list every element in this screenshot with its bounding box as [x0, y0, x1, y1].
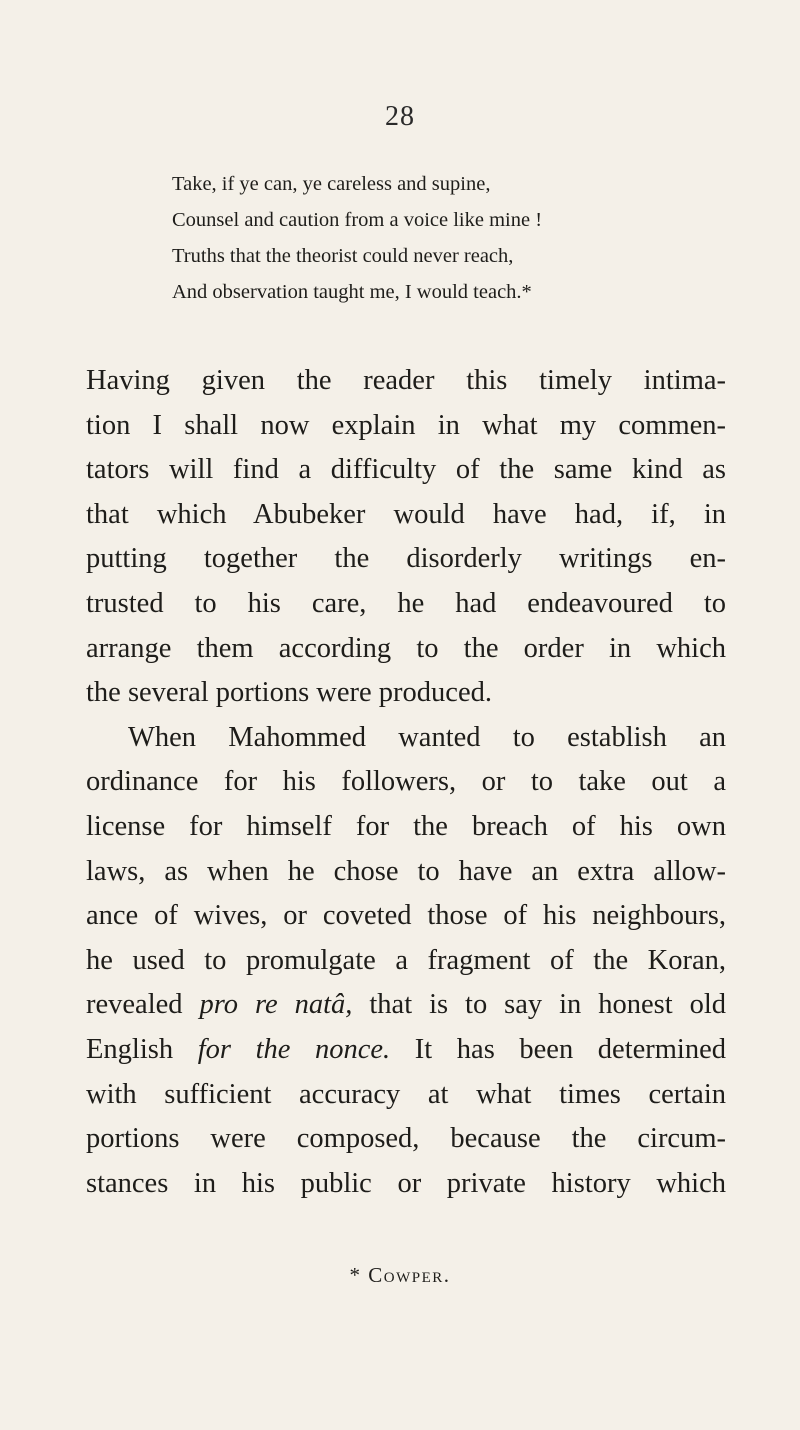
- text-line: Having given the reader this timely intima-: [86, 365, 726, 396]
- text-segment: English: [86, 1033, 174, 1065]
- text-line: tators will find a difficulty of the same kind as: [86, 454, 726, 486]
- text-line: the several portions were produced.: [86, 677, 492, 709]
- text-segment: that is to say in honest old: [369, 989, 727, 1021]
- verse-line: Truths that the theorist could never reach,: [172, 245, 514, 267]
- text-line: [86, 1028, 726, 1073]
- page-number: 28: [385, 101, 415, 132]
- verse-line: And observation taught me, I would teach.*: [172, 281, 532, 303]
- italic-phrase: for the nonce.: [197, 1033, 391, 1065]
- body-text: [86, 359, 726, 1206]
- latin-phrase: pro re natâ,: [199, 989, 353, 1021]
- text-line: ordinance for his followers, or to take out a: [86, 766, 726, 798]
- text-line: arrange them according to the order in which: [86, 632, 726, 664]
- footnote-marker: *: [349, 1263, 362, 1287]
- text-line: that which Abubeker would have had, if, in: [86, 498, 726, 530]
- text-line: laws, as when he chose to have an extra allow-: [86, 855, 726, 887]
- text-line: putting together the disorderly writings en-: [86, 543, 726, 575]
- text-line: ance of wives, or coveted those of his neighbours,: [86, 900, 726, 932]
- text-line: When Mahommed wanted to establish an: [128, 721, 726, 753]
- text-line: [86, 983, 726, 1028]
- text-segment: It has been determined: [414, 1033, 726, 1065]
- footnote: [0, 1263, 800, 1288]
- verse-line: Take, if ye can, ye careless and supine,: [172, 173, 491, 195]
- text-line: stances in his public or private history which: [86, 1167, 726, 1199]
- text-line: license for himself for the breach of his own: [86, 810, 726, 842]
- text-line: he used to promulgate a fragment of the Koran,: [86, 944, 726, 976]
- text-segment: revealed: [86, 989, 183, 1021]
- verse-epigraph: [172, 166, 692, 310]
- text-line: with sufficient accuracy at what times certain: [86, 1078, 726, 1110]
- footnote-text: Cowper.: [368, 1263, 451, 1287]
- text-line: tion I shall now explain in what my commen-: [86, 409, 726, 441]
- text-line: trusted to his care, he had endeavoured to: [86, 587, 726, 619]
- text-line: portions were composed, because the circum-: [86, 1123, 726, 1155]
- verse-line: Counsel and caution from a voice like mine !: [172, 209, 543, 231]
